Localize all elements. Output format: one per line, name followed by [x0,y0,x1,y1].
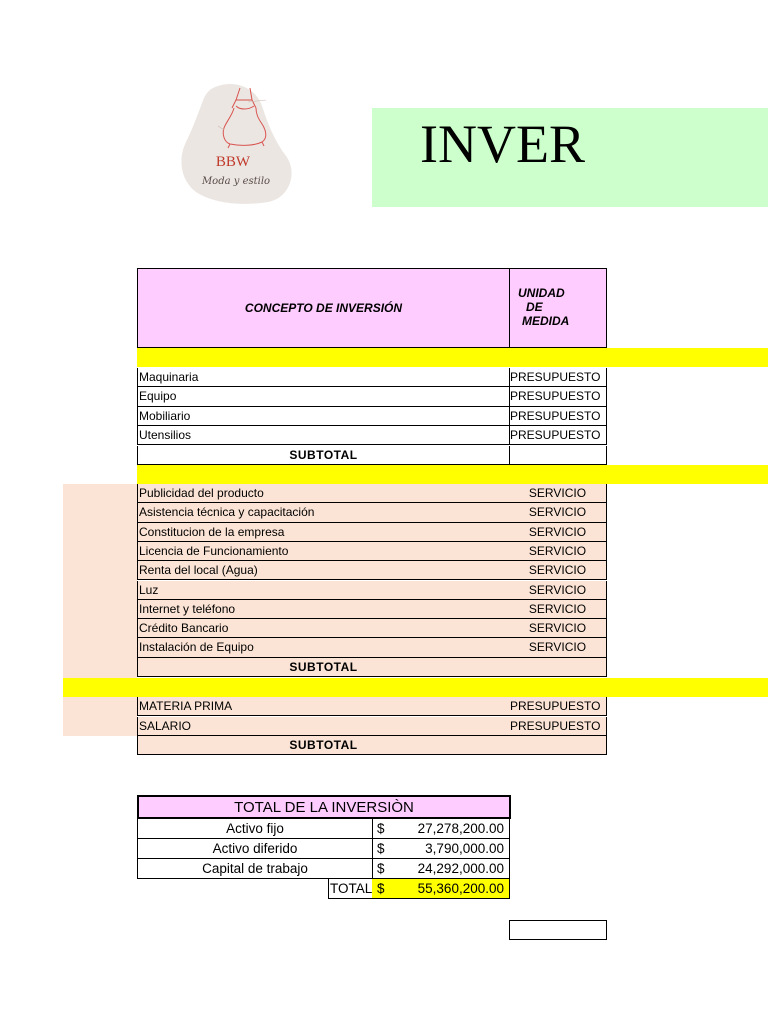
unit-cell: SERVICIO [509,503,607,522]
section-separator [63,678,768,697]
summary-currency: $ [372,819,392,839]
unit-cell: SERVICIO [509,561,607,580]
subtotal-label: SUBTOTAL [137,736,510,755]
summary-value: 24,292,000.00 [392,859,510,879]
unit-cell: PRESUPUESTO [509,368,607,387]
unit-cell: PRESUPUESTO [509,697,607,716]
unit-cell: SERVICIO [509,484,607,503]
total-label: TOTAL [328,879,373,899]
concept-cell: Asistencia técnica y capacitación [137,503,510,522]
unit-cell: SERVICIO [509,600,607,619]
subtotal-value-cell [509,446,607,465]
unit-cell: PRESUPUESTO [509,387,607,406]
logo-brand-text: BBW [215,154,251,170]
unit-cell: SERVICIO [509,523,607,542]
header-unit-line-2: DE [526,300,543,314]
logo-tagline-text: Moda y estilo [201,176,271,187]
concept-cell: MATERIA PRIMA [137,697,510,716]
empty-cell [509,920,607,940]
subtotal-label: SUBTOTAL [137,446,510,465]
header-unidad-medida [509,268,607,348]
unit-cell: PRESUPUESTO [509,426,607,445]
header-concepto: CONCEPTO DE INVERSIÓN [137,268,510,348]
concept-cell: Instalación de Equipo [137,638,510,657]
concept-cell: SALARIO [137,717,510,736]
section-separator [137,465,768,484]
concept-cell: Equipo [137,387,510,406]
concept-cell: Mobiliario [137,407,510,426]
total-value: 55,360,200.00 [392,879,510,899]
concept-cell: Licencia de Funcionamiento [137,542,510,561]
summary-currency: $ [372,859,392,879]
summary-label: Capital de trabajo [137,859,373,879]
summary-title: TOTAL DE LA INVERSIÒN [137,795,511,819]
summary-value: 27,278,200.00 [392,819,510,839]
section-side-fill [63,484,137,678]
brand-logo [178,80,300,206]
unit-cell: SERVICIO [509,619,607,638]
summary-label: Activo fijo [137,819,373,839]
header-unit-line-1: UNIDAD [518,286,565,300]
unit-cell: PRESUPUESTO [509,407,607,426]
concept-cell: Luz [137,581,510,600]
concept-cell: Crédito Bancario [137,619,510,638]
unit-cell: SERVICIO [509,581,607,600]
summary-label: Activo diferido [137,839,373,859]
concept-cell: Renta del local (Agua) [137,561,510,580]
total-currency: $ [372,879,392,899]
unit-cell: SERVICIO [509,638,607,657]
header-unit-line-3: MEDIDA [522,314,570,328]
subtotal-value-cell [509,736,607,755]
subtotal-label: SUBTOTAL [137,658,510,677]
concept-cell: Constitucion de la empresa [137,523,510,542]
page-title: INVER [420,114,585,174]
summary-value: 3,790,000.00 [392,839,510,859]
unit-cell: SERVICIO [509,542,607,561]
summary-currency: $ [372,839,392,859]
section-side-fill [63,697,137,736]
concept-cell: Utensilios [137,426,510,445]
unit-cell: PRESUPUESTO [509,717,607,736]
section-separator [137,348,768,367]
subtotal-value-cell [509,658,607,677]
concept-cell: Maquinaria [137,368,510,387]
concept-cell: Publicidad del producto [137,484,510,503]
concept-cell: Internet y teléfono [137,600,510,619]
